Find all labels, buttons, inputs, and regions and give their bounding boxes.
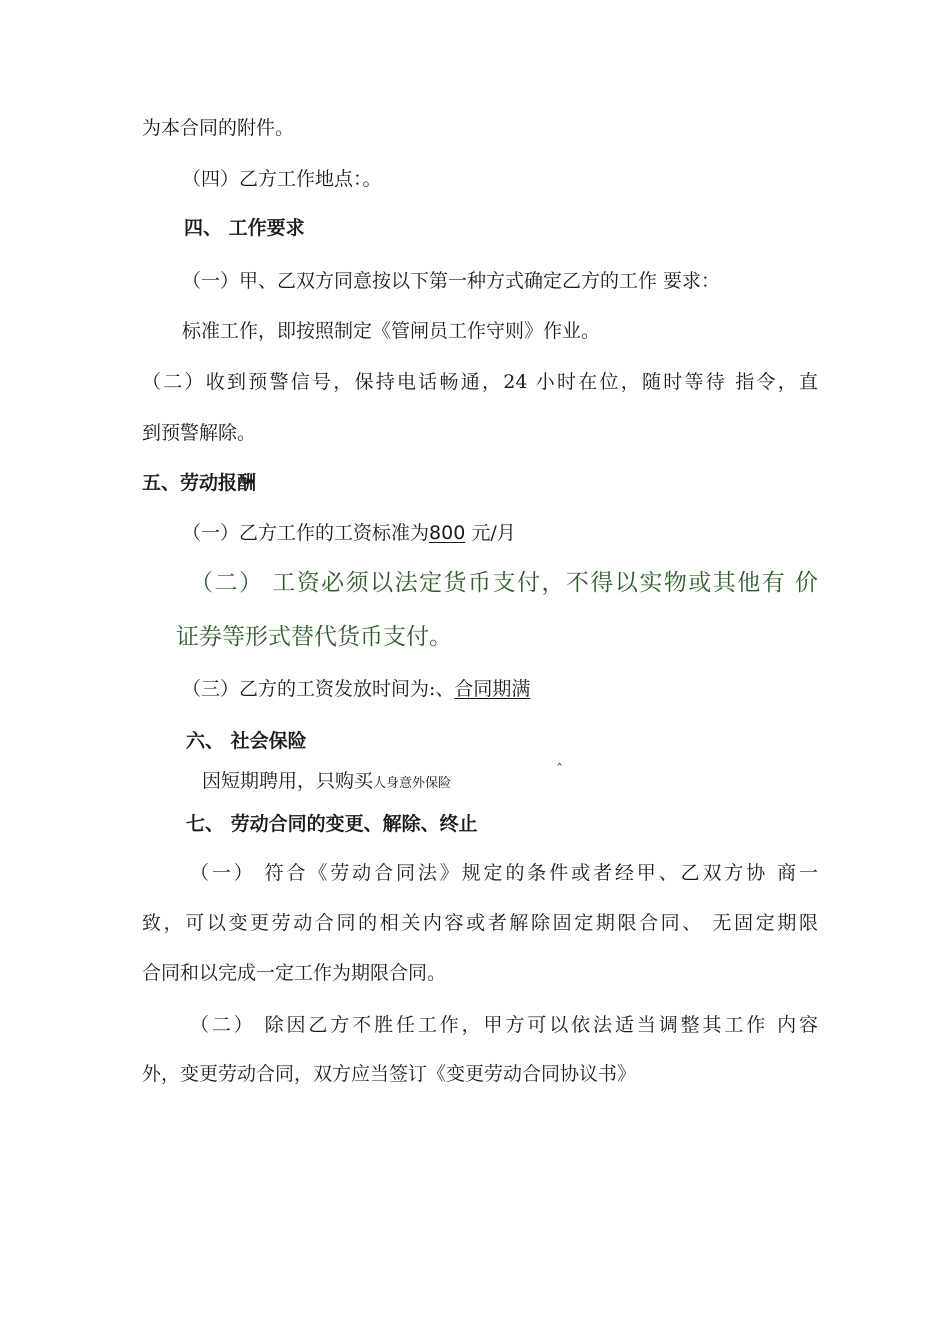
caret-mark: ˆ <box>556 762 563 778</box>
paragraph-requirement-method: （一）甲、乙双方同意按以下第一种方式确定乙方的工作 要求： <box>182 270 721 292</box>
payment-time-prefix: （三）乙方的工资发放时间为:、 <box>182 678 455 700</box>
insurance-note-small: 人身意外保险 <box>373 776 452 791</box>
paragraph-insurance-note <box>202 768 451 797</box>
section-heading-contract-changes: 七、 劳动合同的变更、解除、终止 <box>186 813 478 835</box>
paragraph-contract-change-line1: （一） 符合《劳动合同法》规定的条件或者经甲、乙双方协 商一 <box>190 862 818 884</box>
paragraph-warning-signal-line2: 到预警解除。 <box>142 422 257 444</box>
paragraph-contract-change-line3: 合同和以完成一定工作为期限合同。 <box>142 962 447 984</box>
wage-amount: 800 <box>429 522 466 544</box>
section-heading-remuneration: 五、劳动报酬 <box>142 472 257 494</box>
paragraph-payment-time <box>182 676 530 702</box>
section-heading-work-requirements: 四、 工作要求 <box>184 217 305 239</box>
paragraph-currency-payment-line1: （二） 工资必须以法定货币支付，不得以实物或其他有 价 <box>190 570 818 596</box>
paragraph-wage-standard <box>182 520 516 546</box>
paragraph-work-location: （四）乙方工作地点：。 <box>182 168 382 190</box>
paragraph-job-adjustment-line2: 外，变更劳动合同，双方应当签订《变更劳动合同协议书》 <box>142 1063 637 1085</box>
payment-time-value: 合同期满 <box>454 678 531 700</box>
wage-standard-prefix: （一）乙方工作的工资标准为 <box>182 522 430 544</box>
paragraph-job-adjustment-line1: （二） 除因乙方不胜任工作，甲方可以依法适当调整其工作 内容 <box>190 1014 818 1036</box>
paragraph-attachment-note: 为本合同的附件。 <box>142 117 295 139</box>
paragraph-currency-payment-line2: 证券等形式替代货币支付。 <box>176 624 452 650</box>
paragraph-warning-signal-line1: （二）收到预警信号，保持电话畅通，24 小时在位，随时等待 指令，直 <box>142 371 818 393</box>
section-heading-social-insurance: 六、 社会保险 <box>186 730 307 752</box>
paragraph-standard-work: 标准工作，即按照制定《管闸员工作守则》作业。 <box>182 320 601 342</box>
insurance-note-main: 因短期聘用，只购买 <box>202 770 374 792</box>
wage-unit: 元/月 <box>465 522 516 544</box>
paragraph-contract-change-line2: 致，可以变更劳动合同的相关内容或者解除固定期限合同、 无固定期限 <box>142 912 818 934</box>
